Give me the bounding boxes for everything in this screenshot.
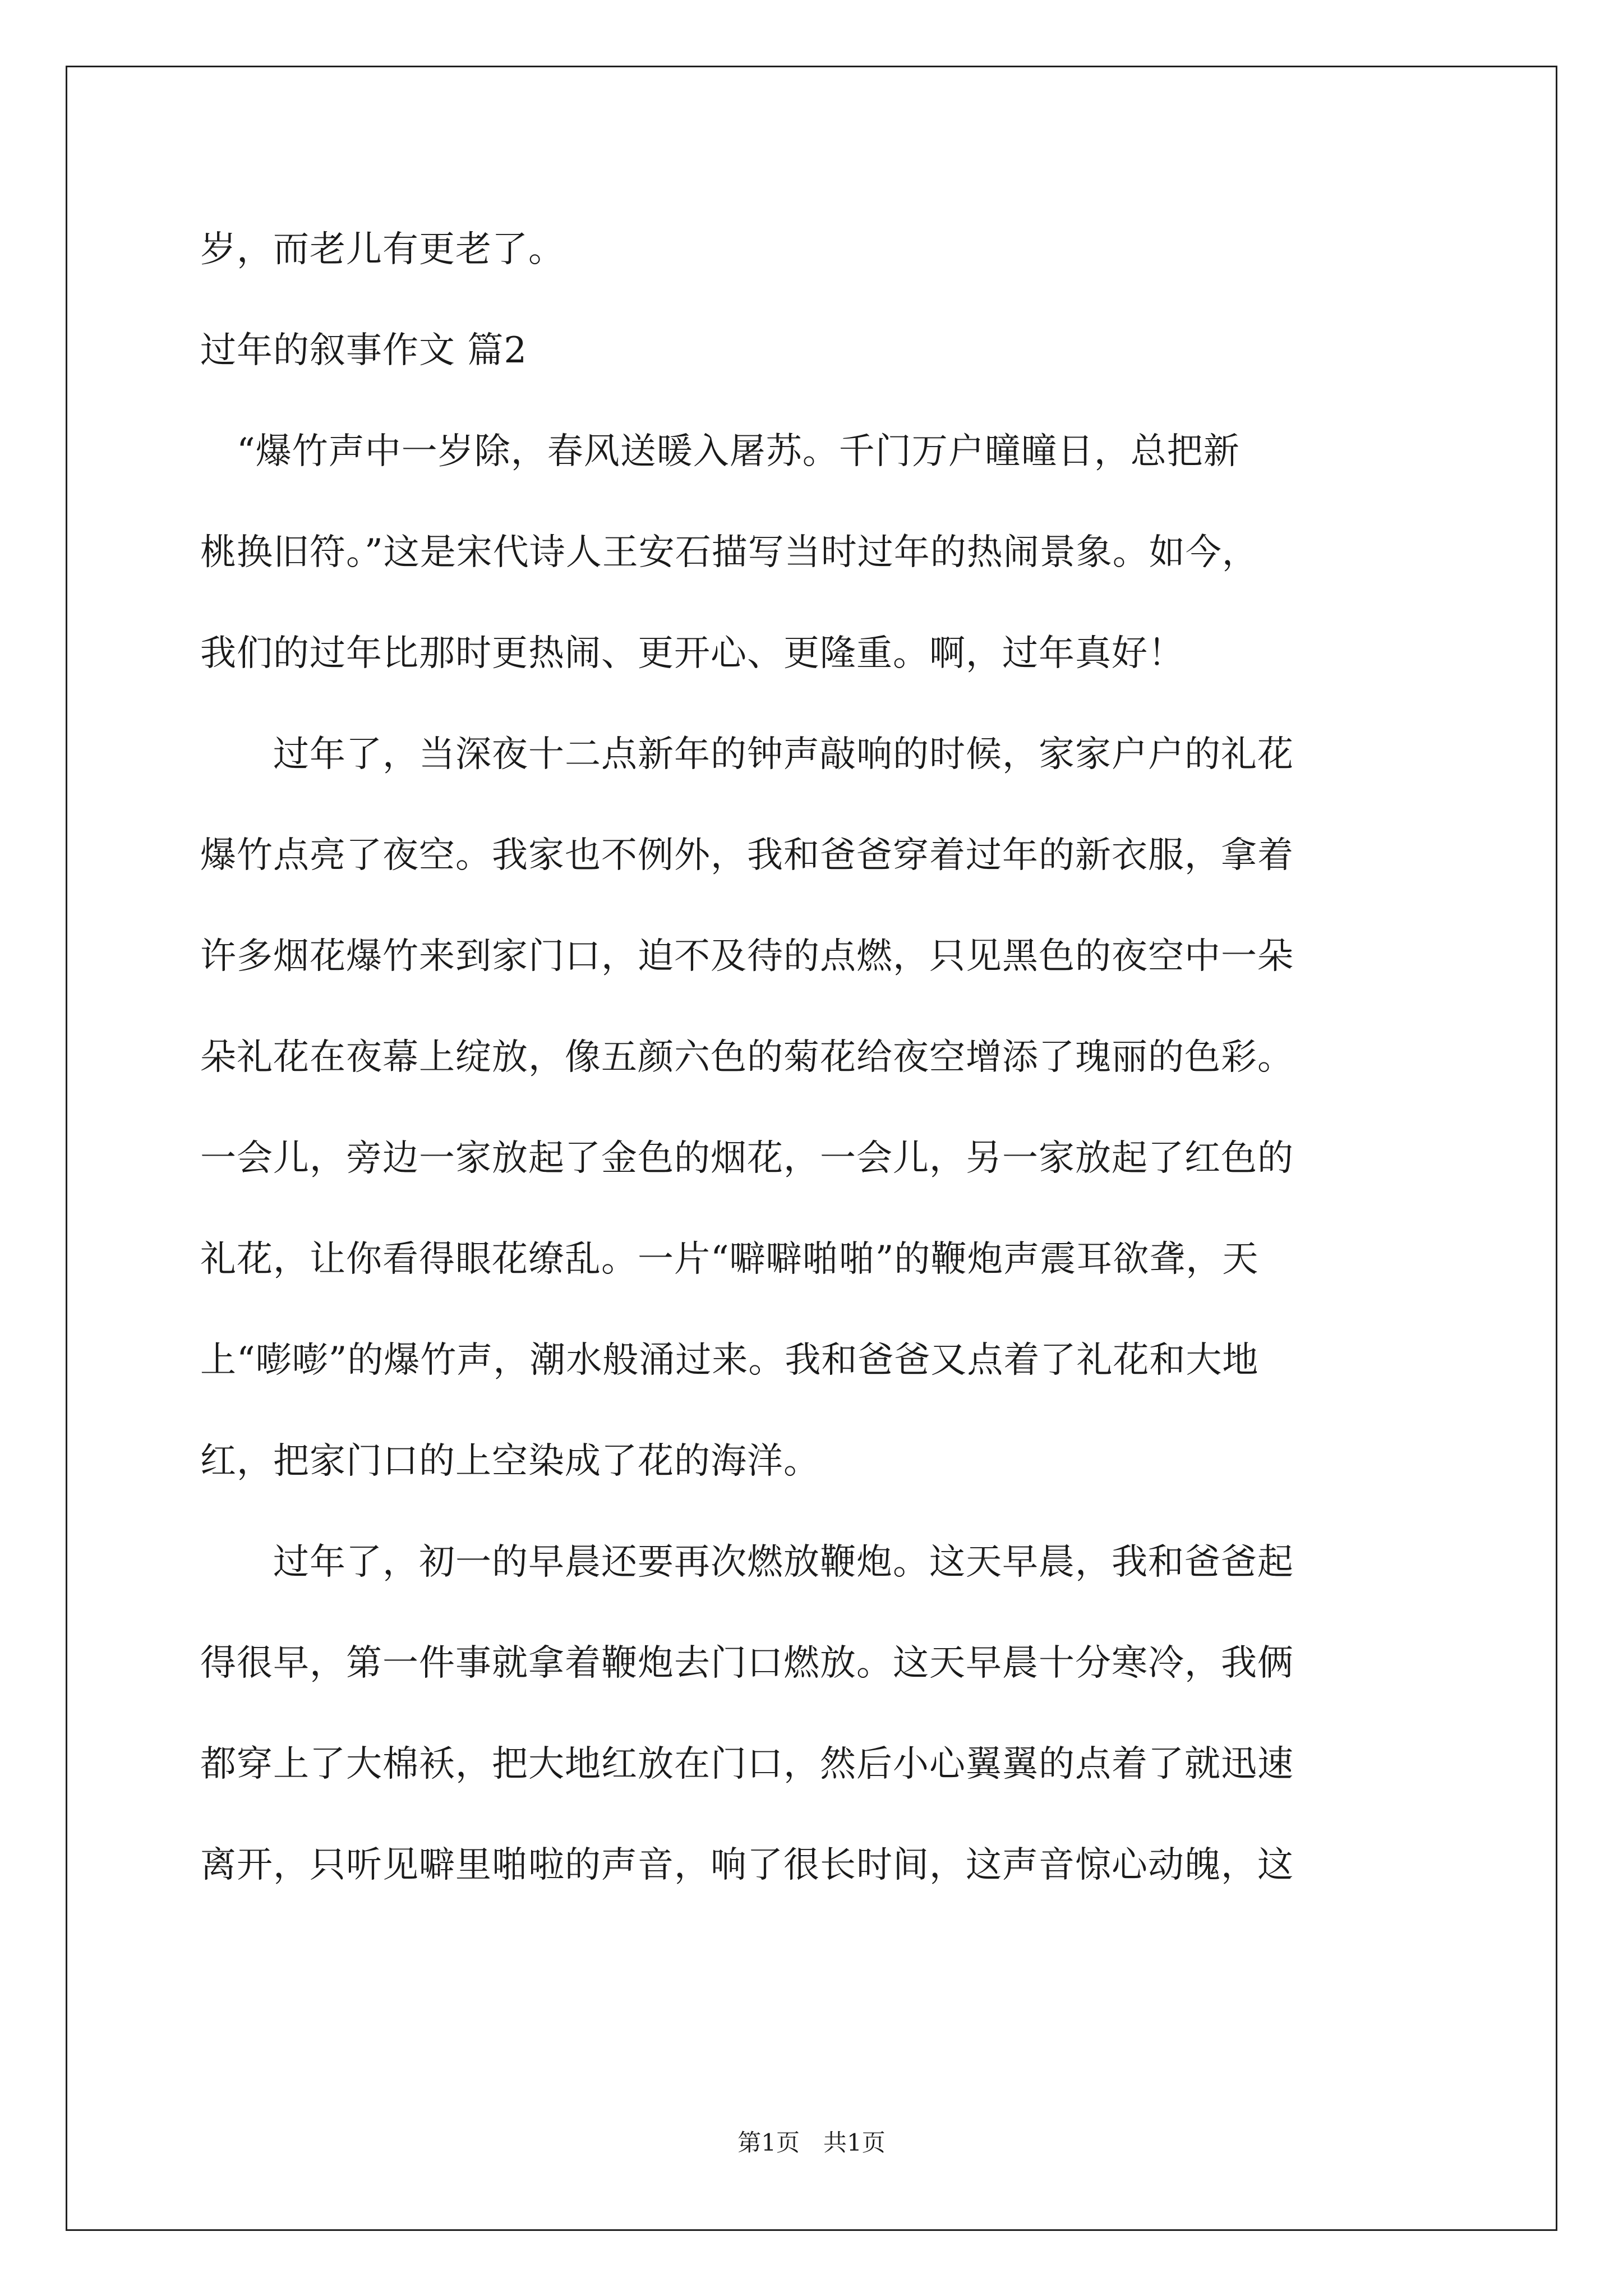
text-line: 桃换旧符。”这是宋代诗人王安石描写当时过年的热闹景象。如今， — [200, 532, 1258, 573]
text-line: 岁，而老儿有更老了。 — [200, 229, 565, 270]
text-line: 上“嘭嘭”的爆竹声，潮水般涌过来。我和爸爸又点着了礼花和大地 — [200, 1340, 1259, 1381]
text-line: 礼花，让你看得眼花缭乱。一片“噼噼啪啪”的鞭炮声震耳欲聋，天 — [200, 1239, 1259, 1280]
text-line: 朵礼花在夜幕上绽放，像五颜六色的菊花给夜空增添了瑰丽的色彩。 — [200, 1037, 1294, 1078]
text-line: 过年了，初一的早晨还要再次燃放鞭炮。这天早晨，我和爸爸起 — [200, 1542, 1294, 1583]
text-line: 一会儿，旁边一家放起了金色的烟花，一会儿，另一家放起了红色的 — [200, 1138, 1294, 1179]
text-line: 得很早，第一件事就拿着鞭炮去门口燃放。这天早晨十分寒冷，我俩 — [200, 1642, 1294, 1684]
text-line: 红，把家门口的上空染成了花的海洋。 — [200, 1441, 820, 1482]
text-line: 过年了，当深夜十二点新年的钟声敲响的时候，家家户户的礼花 — [200, 734, 1294, 775]
text-line: 离开，只听见噼里啪啦的声音，响了很长时间，这声音惊心动魄，这 — [200, 1844, 1294, 1886]
text-line: 爆竹点亮了夜空。我家也不例外，我和爸爸穿着过年的新衣服，拿着 — [200, 835, 1294, 876]
text-line: 许多烟花爆竹来到家门口，迫不及待的点燃，只见黑色的夜空中一朵 — [200, 936, 1294, 977]
section-heading: 过年的叙事作文 篇2 — [200, 330, 528, 371]
page-footer: 第1页 共1页 — [737, 2129, 886, 2156]
text-line: 都穿上了大棉袄，把大地红放在门口，然后小心翼翼的点着了就迅速 — [200, 1743, 1294, 1785]
text-line: “爆竹声中一岁除，春风送暖入屠苏。千门万户曈曈日，总把新 — [200, 431, 1240, 472]
text-line: 我们的过年比那时更热闹、更开心、更隆重。啊，过年真好！ — [200, 633, 1184, 674]
